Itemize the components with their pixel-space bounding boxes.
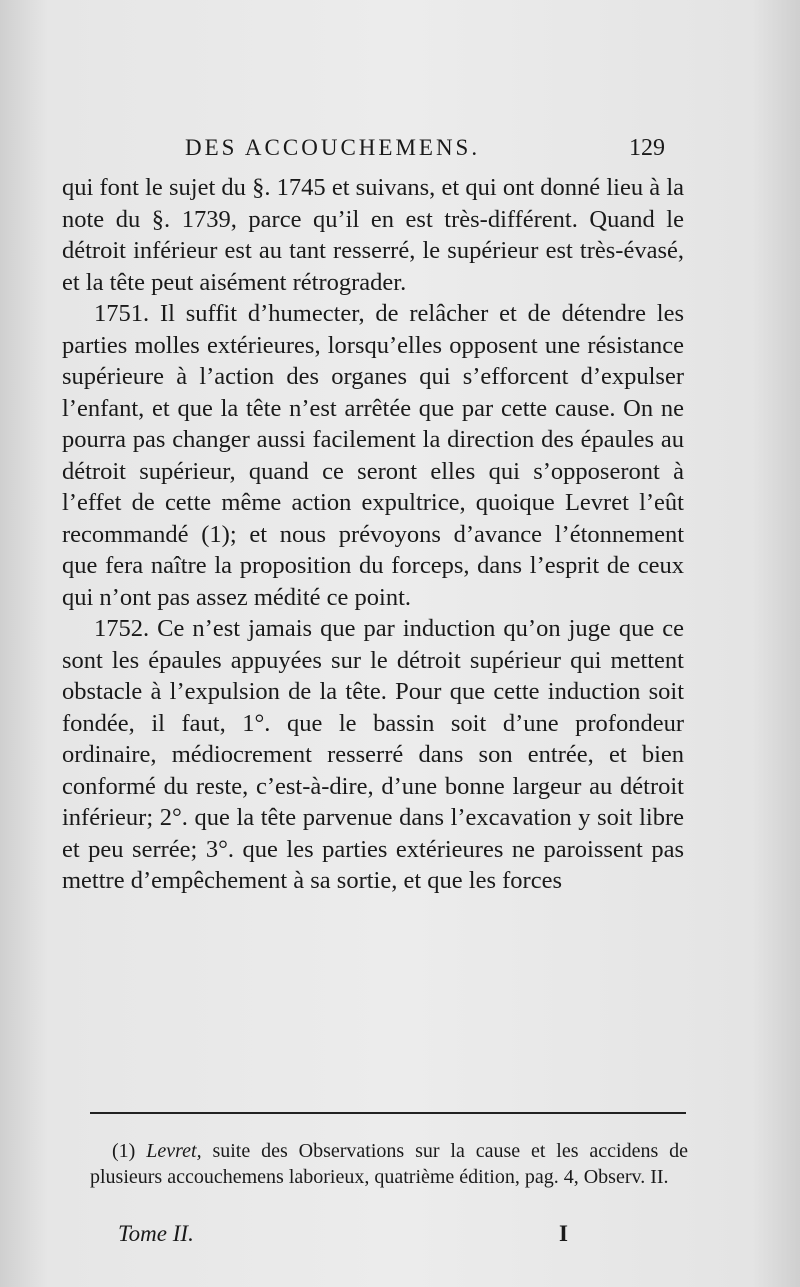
paragraph-1751: 1751. Il suffit d’humecter, de relâcher et de détendre les parties molles extérieures, lorsqu’elles opposent une résistance supérieure à l’action des organes qui s’efforcent d’expulser l’enfant, et que la tête n’est arrêtée que par cette cause. On ne pourra pas changer aussi facilement la direction des épaules au détroit supérieur, quand ce seront elles qui s’opposeront à l’effet de cette même action expultrice, quoique Levret l’eût recommandé (1); et nous prévoyons d’avance l’étonnement que fera naître la proposition du forceps, dans l’esprit de ceux qui n’ont pas assez médité ce point. <box>62 300 684 611</box>
page-header <box>185 135 665 169</box>
signature-mark: I <box>559 1221 568 1246</box>
page-footer <box>118 1221 568 1251</box>
footnote-separator <box>90 1112 686 1114</box>
paragraph-continued: qui font le sujet du §. 1745 et suivans, et qui ont donné lieu à la note du §. 1739, parce qu’il en est très-différent. Quand le détroit inférieur est au tant resserré, le supérieur est très-évasé, et la tête peut aisément rétrograder. <box>62 174 684 296</box>
footnote-marker: (1) <box>112 1140 136 1162</box>
footnote-text: suite des Observations sur la cause et les accidens de plusieurs accouchemens laborieux, quatrième édition, pag. 4, Observ. II. <box>90 1140 689 1188</box>
footnote <box>90 1138 688 1190</box>
body-text <box>62 172 684 897</box>
footnote-author: Levret, <box>146 1140 202 1162</box>
page-number: 129 <box>629 135 665 161</box>
running-head: DES ACCOUCHEMENS. <box>185 135 481 160</box>
volume-label: Tome II. <box>118 1221 194 1246</box>
paragraph-1752: 1752. Ce n’est jamais que par induction qu’on juge que ce sont les épaules appuyées sur le détroit supérieur qui mettent obstacle à l’expulsion de la tête. Pour que cette induction soit fondée, il faut, 1°. que le bassin soit d’une profondeur ordinaire, médiocrement resserré dans son entrée, et bien conformé du reste, c’est-à-dire, d’une bonne largeur au détroit inférieur; 2°. que la tête parvenue dans l’excavation y soit libre et peu serrée; 3°. que les parties extérieures ne paroissent pas mettre d’empêchement à sa sortie, et que les forces <box>62 615 684 894</box>
